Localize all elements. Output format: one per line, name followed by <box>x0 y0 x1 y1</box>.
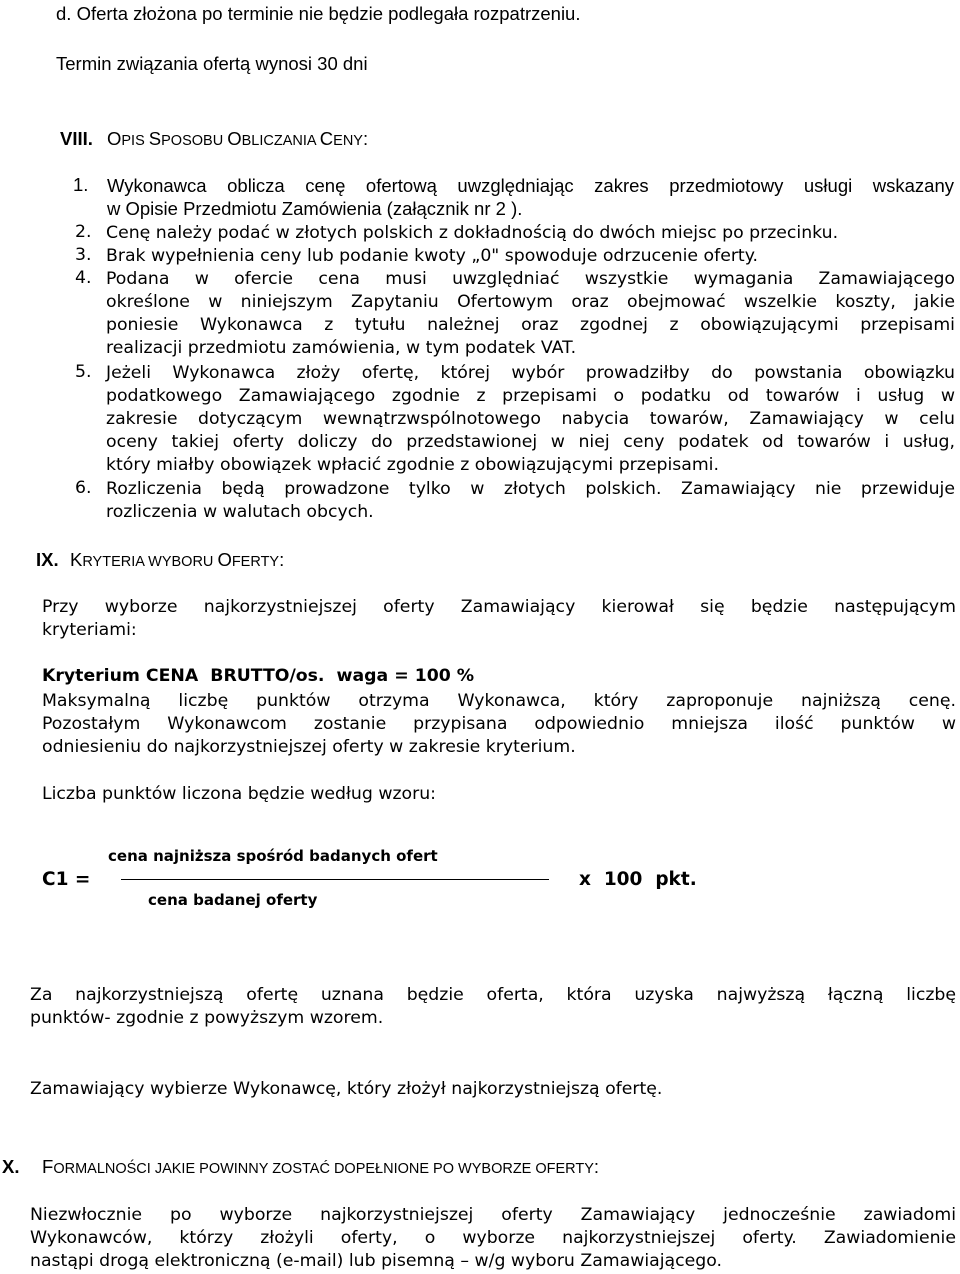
list-item-line: Rozliczenia będą prowadzone tylko w złotych polskich. Zamawiający nie przewiduje <box>106 479 955 499</box>
list-item-line: Cenę należy podać w złotych polskich z dokładnością do dwóch miejsc po przecinku. <box>106 223 839 243</box>
criteria-intro-line: kryteriami: <box>42 620 137 640</box>
item-d-text: d. Oferta złożona po terminie nie będzie podlegała rozpatrzeniu. <box>56 3 581 24</box>
list-item-line: określone w niniejszym Zapytaniu Ofertowym oraz obejmować wszelkie koszty, jakie <box>106 292 955 312</box>
notification-line: Wykonawców, którzy złożyli oferty, o wyborze najkorzystniejszej oferty. Zawiadomienie <box>30 1228 956 1248</box>
list-item-number: 6. <box>75 478 92 498</box>
list-item-line: oceny takiej oferty doliczy do przedstawionej w niej ceny podatek od towarów i usług, <box>106 432 955 452</box>
section-8-numeral: VIII. <box>60 128 93 149</box>
criterion-line: odniesieniu do najkorzystniejszej oferty w zakresie kryterium. <box>42 737 576 757</box>
list-item-line: zakresie dotyczącym wewnątrzwspólnotowego nabycia towarów, Zamawiający w celu <box>106 409 955 429</box>
criterion-line: Pozostałym Wykonawcom zostanie przypisana odpowiednio mniejsza ilość punktów w <box>42 714 956 734</box>
list-item-line: w Opisie Przedmiotu Zamówienia (załącznik nr 2 ). <box>107 198 523 219</box>
winner-line: punktów- zgodnie z powyższym wzorem. <box>30 1008 384 1028</box>
list-item-line: Podana w ofercie cena musi uwzględniać wszystkie wymagania Zamawiającego <box>106 269 955 289</box>
list-item-line: Wykonawca oblicza cenę ofertową uwzględniając zakres przedmiotowy usługi wskazany <box>107 175 954 196</box>
list-item-line: podatkowego Zamawiającego zgodnie z przepisami o podatku od towarów i usług w <box>106 386 955 406</box>
list-item-number: 2. <box>75 222 92 242</box>
list-item-number: 4. <box>75 268 92 288</box>
list-item-line: który miałby obowiązek wpłacić zgodnie z obowiązującymi przepisami. <box>106 455 719 475</box>
winner-line: Za najkorzystniejszą ofertę uznana będzie oferta, która uzyska najwyższą łączną liczbę <box>30 985 956 1005</box>
section-8-title: OPIS SPOSOBU OBLICZANIA CENY: <box>107 128 369 149</box>
section-9-title: KRYTERIA WYBORU OFERTY: <box>70 549 285 570</box>
section-10-numeral: X. <box>2 1156 20 1177</box>
list-item-line: Brak wypełnienia ceny lub podanie kwoty „0" spowoduje odrzucenie oferty. <box>106 246 758 266</box>
formula-multiplier: x 100 pkt. <box>579 869 697 890</box>
notification-line: nastąpi drogą elektroniczną (e-mail) lub pisemną – w/g wyboru Zamawiającego. <box>30 1251 723 1271</box>
formula-numerator: cena najniższa spośród badanych ofert <box>108 847 438 865</box>
list-item-line: Jeżeli Wykonawca złoży ofertę, której wybór prowadziłby do powstania obowiązku <box>106 363 955 383</box>
criteria-intro-line: Przy wyborze najkorzystniejszej oferty Zamawiający kierował się będzie następującym <box>42 597 956 617</box>
notification-line: Niezwłocznie po wyborze najkorzystniejszej oferty Zamawiający jednocześnie zawiadomi <box>30 1205 956 1225</box>
list-item-line: poniesie Wykonawca z tytułu należnej oraz zgodnej z obowiązującymi przepisami <box>106 315 955 335</box>
section-10-title: FORMALNOŚCI JAKIE POWINNY ZOSTAĆ DOPEŁNIONE PO WYBORZE OFERTY: <box>42 1156 600 1177</box>
formula-lhs: C1 = <box>42 869 91 890</box>
list-item-number: 1. <box>73 174 89 195</box>
section-9-numeral: IX. <box>36 549 59 570</box>
choice-text: Zamawiający wybierze Wykonawcę, który złożył najkorzystniejszą ofertę. <box>30 1079 663 1099</box>
criterion-heading: Kryterium CENA BRUTTO/os. waga = 100 % <box>42 666 475 686</box>
list-item-line: rozliczenia w walutach obcych. <box>106 502 374 522</box>
fraction-line <box>121 879 549 880</box>
list-item-line: realizacji przedmiotu zamówienia, w tym podatek VAT. <box>106 338 577 358</box>
list-item-number: 5. <box>75 362 92 382</box>
binding-period-text: Termin związania ofertą wynosi 30 dni <box>56 53 368 74</box>
formula-denominator: cena badanej oferty <box>148 891 318 909</box>
formula-intro: Liczba punktów liczona będzie według wzoru: <box>42 784 436 804</box>
list-item-number: 3. <box>75 245 92 265</box>
criterion-line: Maksymalną liczbę punktów otrzyma Wykonawca, który zaproponuje najniższą cenę. <box>42 691 956 711</box>
